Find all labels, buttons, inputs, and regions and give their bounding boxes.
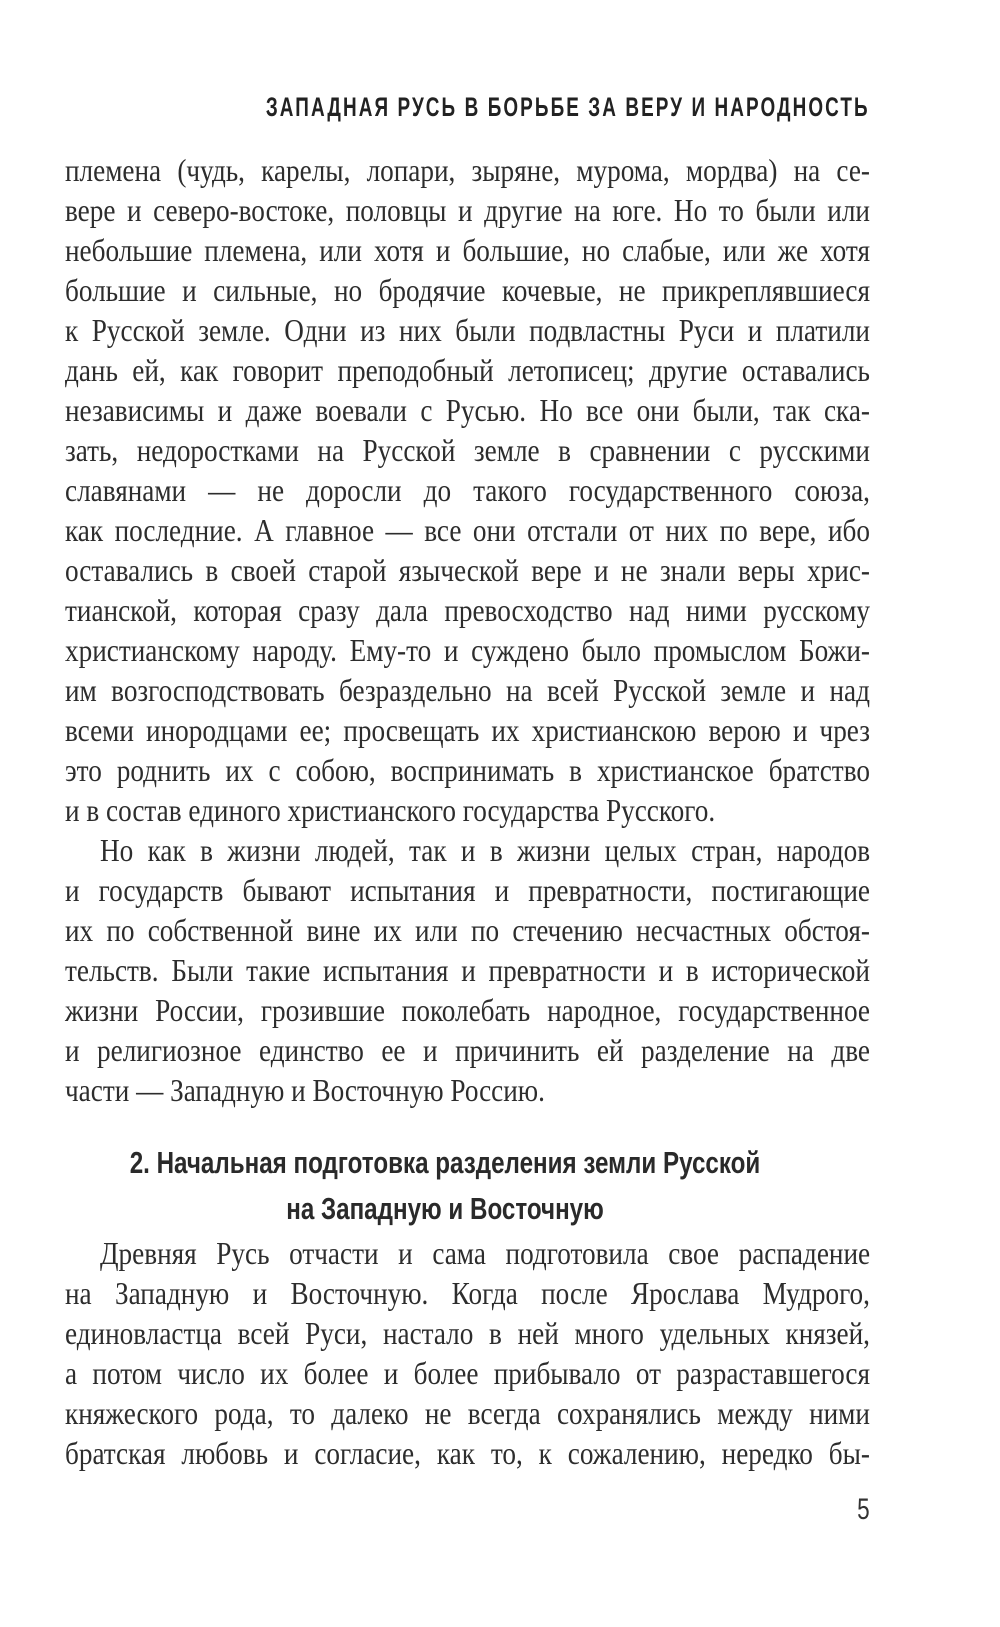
text-line-content: а потом число их более и более прибывало от разраставшегося	[65, 1355, 870, 1391]
text-line-content: небольшие племена, или хотя и большие, но слабые, или же хотя	[65, 232, 870, 268]
section-heading-line-1: 2. Начальная подготовка разделения земли Русской	[129, 1145, 761, 1180]
text-line-content: Но как в жизни людей, так и в жизни целых стран, народов	[100, 832, 871, 868]
page-number: 5	[857, 1493, 870, 1526]
text-line-content: им возгосподствовать безраздельно на всей Русской земле и над	[65, 672, 870, 708]
text-line-content: оставались в своей старой языческой вере и не знали веры хрис-	[65, 552, 870, 588]
text-line-content: дань ей, как говорит преподобный летописец; другие оставались	[65, 352, 870, 388]
text-line-content: вере и северо-востоке, половцы и другие на юге. Но то были или	[65, 192, 870, 228]
text-line-content: независимы и даже воевали с Русью. Но все они были, так ска-	[65, 392, 870, 428]
running-head: ЗАПАДНАЯ РУСЬ В БОРЬБЕ ЗА ВЕРУ И НАРОДНОСТЬ	[266, 92, 870, 122]
text-line-content: братская любовь и согласие, как то, к сожалению, нередко бы-	[65, 1435, 870, 1471]
text-line-content: и религиозное единство ее и причинить ей разделение на две	[65, 1032, 870, 1068]
text-line-content: и государств бывают испытания и превратности, постигающие	[65, 872, 870, 908]
section-heading-line-2: на Западную и Восточную	[286, 1191, 604, 1226]
text-line-content: племена (чудь, карелы, лопари, зыряне, мурома, мордва) на се-	[65, 152, 870, 188]
text-line-content: и в состав единого христианского государства Русского.	[65, 792, 716, 828]
section-heading	[0, 1140, 890, 1232]
text-line-content: большие и сильные, но бродячие кочевые, не прикреплявшиеся	[65, 272, 870, 308]
text-line-content: зать, недоростками на Русской земле в сравнении с русскими	[65, 432, 870, 468]
text-line-content: части — Западную и Восточную Россию.	[65, 1072, 545, 1108]
text-line-content: единовластца всей Руси, настало в ней много удельных князей,	[65, 1315, 870, 1351]
text-line-content: на Западную и Восточную. Когда после Ярослава Мудрого,	[65, 1275, 870, 1311]
text-line-content: их по собственной вине их или по стечению несчастных обстоя-	[65, 912, 870, 948]
text-line-content: Древняя Русь отчасти и сама подготовила свое распадение	[100, 1235, 871, 1271]
text-line-content: это роднить их с собою, воспринимать в христианское братство	[65, 752, 870, 788]
text-line-content: христианскому народу. Ему-то и суждено было промыслом Божи-	[65, 632, 870, 668]
text-line-content: к Русской земле. Одни из них были подвластны Руси и платили	[65, 312, 870, 348]
text-line-content: тианской, которая сразу дала превосходство над ними русскому	[65, 592, 870, 628]
text-line-content: славянами — не доросли до такого государственного союза,	[65, 472, 870, 508]
text-line-content: тельств. Были такие испытания и превратности и в исторической	[65, 952, 870, 988]
text-line-content: жизни России, грозившие поколебать народное, государственное	[65, 992, 870, 1028]
text-line-content: как последние. А главное — все они отстали от них по вере, ибо	[65, 512, 870, 548]
text-line-content: княжеского рода, то далеко не всегда сохранялись между ними	[65, 1395, 870, 1431]
text-line-content: всеми инородцами ее; просвещать их христианскою верою и чрез	[65, 712, 870, 748]
